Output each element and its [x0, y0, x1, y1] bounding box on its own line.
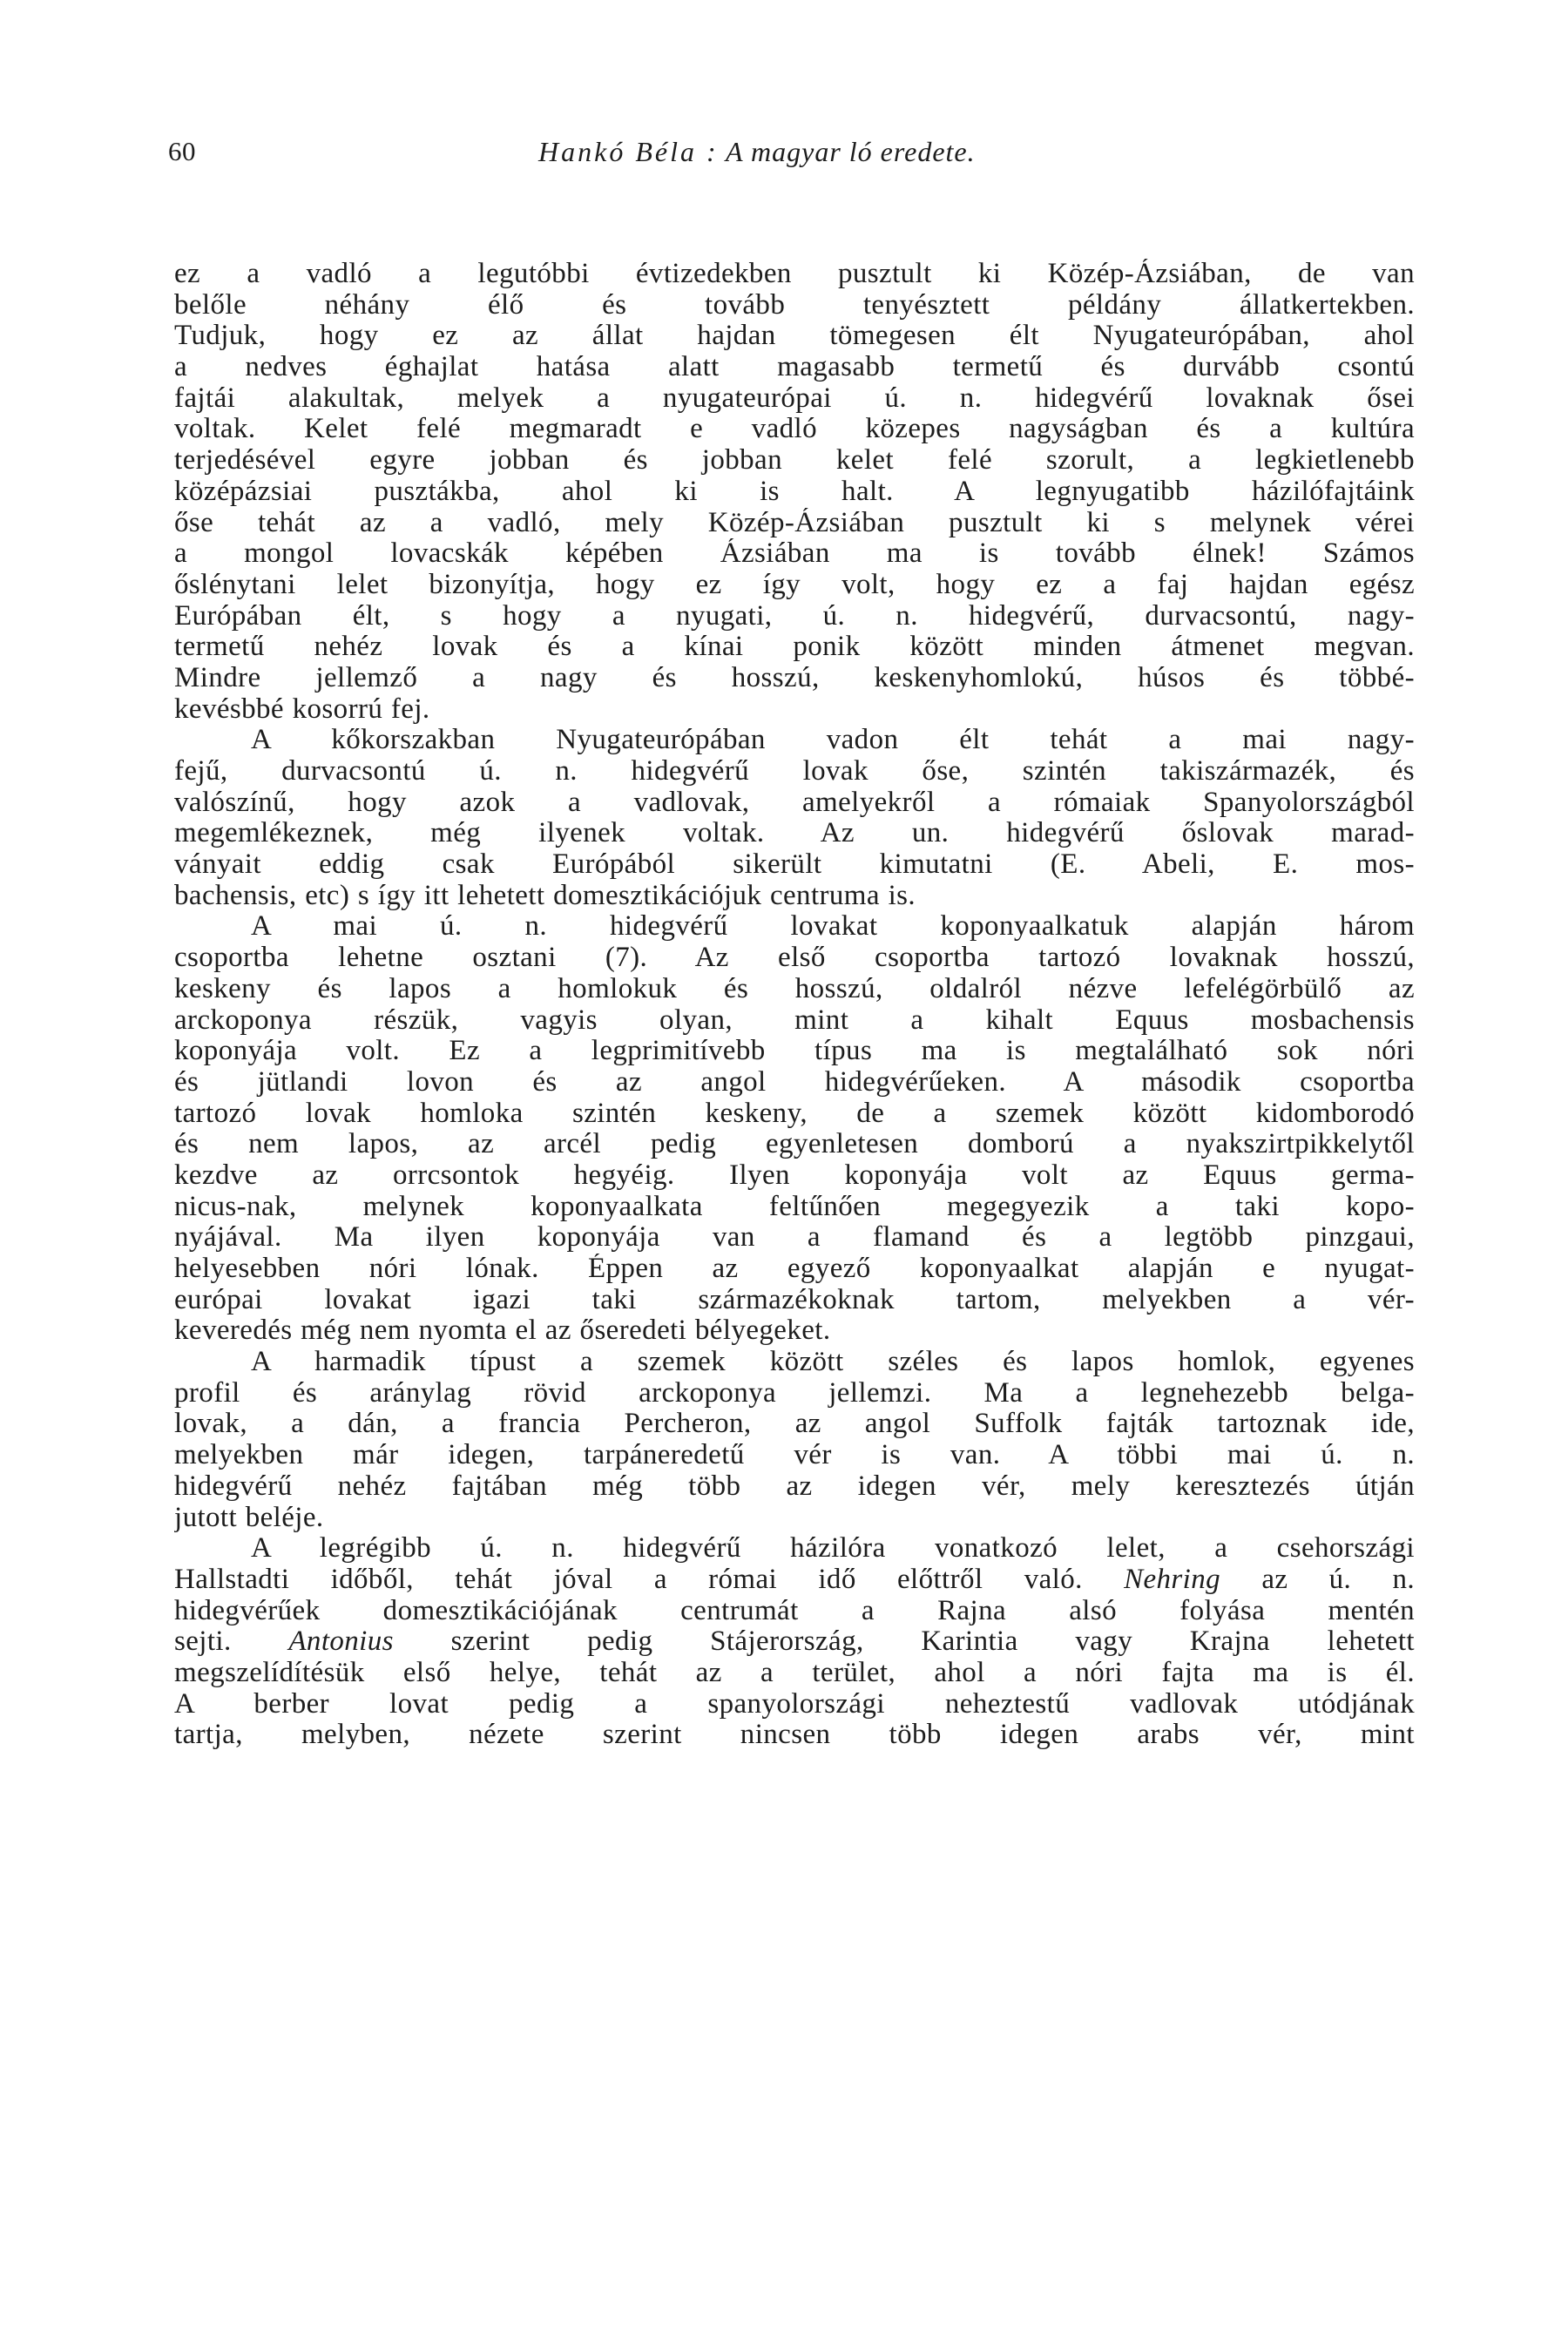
citation-name: Antonius [288, 1626, 394, 1658]
text-line: középázsiai pusztákba, ahol ki is halt. A legnyugatibb házilófajtáink [174, 476, 1415, 507]
text-line: tartja, melyben, nézete szerint nincsen több idegen arabs vér, mint [174, 1720, 1415, 1751]
text-line: terjedésével egyre jobban és jobban kelet felé szorult, a legkietlenebb [174, 445, 1415, 476]
page-header [168, 136, 1414, 174]
text-line: őse tehát az a vadló, mely Közép-Ázsiában pusztult ki s melynek vérei [174, 507, 1415, 538]
text-line: és nem lapos, az arcél pedig egyenletesen domború a nyakszirtpikkelytől [174, 1129, 1415, 1160]
text-line: Európában élt, s hogy a nyugati, ú. n. hidegvérű, durvacsontú, nagy- [174, 600, 1415, 632]
text-line: jutott beléje. [174, 1502, 324, 1533]
page-number: 60 [168, 136, 196, 166]
text-line-with-citation [174, 1565, 1415, 1596]
text-line-with-citation [174, 1626, 1415, 1658]
text-line: A mai ú. n. hidegvérű lovakat koponyaalkatuk alapján három [251, 911, 1415, 943]
text-line: voltak. Kelet felé megmaradt e vadló közepes nagyságban és a kultúra [174, 414, 1415, 445]
text-line: helyesebben nóri lónak. Éppen az egyező koponyaalkat alapján e nyugat- [174, 1254, 1415, 1284]
text-line: termetű nehéz lovak és a kínai ponik között minden átmenet megvan. [174, 632, 1415, 663]
text-line: keskeny és lapos a homlokuk és hosszú, oldalról nézve lefelégörbülő az [174, 973, 1415, 1004]
text-segment: az ú. n. [1261, 1564, 1415, 1595]
text-line: lovak, a dán, a francia Percheron, az angol Suffolk fajták tartoznak ide, [174, 1409, 1415, 1440]
text-line: profil és aránylag rövid arckoponya jellemzi. Ma a legnehezebb belga- [174, 1377, 1415, 1409]
text-line: Mindre jellemző a nagy és hosszú, keskenyhomlokú, húsos és többé- [174, 662, 1415, 693]
text-line: bachensis, etc) s így itt lehetett domesztikációjuk centruma is. [174, 880, 916, 911]
text-segment: szerint pedig Stájerország, Karintia vagy Krajna lehetett [450, 1626, 1415, 1658]
text-line: valószínű, hogy azok a vadlovak, amelyekről a rómaiak Spanyolországból [174, 787, 1415, 818]
text-segment: Hallstadti időből, tehát jóval a római idő előttről való. [174, 1564, 1083, 1595]
text-line: a mongol lovacskák képében Ázsiában ma is tovább élnek! Számos [174, 538, 1415, 570]
text-line: ez a vadló a legutóbbi évtizedekben pusztult ki Közép-Ázsiában, de van [174, 259, 1415, 289]
text-line: ványait eddig csak Európából sikerült kimutatni (E. Abeli, E. mos- [174, 849, 1415, 881]
citation-name: Nehring [1124, 1564, 1221, 1595]
text-line: A legrégibb ú. n. hidegvérű házilóra vonatkozó lelet, a csehországi [251, 1533, 1415, 1565]
running-title-author: Hankó Béla : [538, 136, 719, 167]
body-text [174, 259, 1415, 1751]
text-line: melyekben már idegen, tarpáneredetű vér is van. A többi mai ú. n. [174, 1440, 1415, 1471]
text-line: hidegvérűek domesztikációjának centrumát a Rajna alsó folyása mentén [174, 1595, 1415, 1626]
text-line: európai lovakat igazi taki származékoknak tartom, melyekben a vér- [174, 1284, 1415, 1315]
text-line: kevésbbé kosorrú fej. [174, 693, 430, 725]
text-segment: sejti. [174, 1626, 232, 1658]
text-line: fajtái alakultak, melyek a nyugateurópai ú. n. hidegvérű lovaknak ősei [174, 382, 1415, 414]
text-line: arckoponya részük, vagyis olyan, mint a kihalt Equus mosbachensis [174, 1004, 1415, 1036]
text-line: megemlékeznek, még ilyenek voltak. Az un. hidegvérű őslovak marad- [174, 818, 1415, 849]
text-line: hidegvérű nehéz fajtában még több az idegen vér, mely keresztezés útján [174, 1470, 1415, 1502]
running-title-rest: A magyar ló eredete. [726, 136, 976, 167]
text-line: kezdve az orrcsontok hegyéig. Ilyen koponyája volt az Equus germa- [174, 1159, 1415, 1191]
text-line: keveredés még nem nyomta el az őseredeti bélyegeket. [174, 1315, 831, 1347]
text-line: tartozó lovak homloka szintén keskeny, de a szemek között kidomborodó [174, 1098, 1415, 1129]
text-line: A kőkorszakban Nyugateurópában vadon élt tehát a mai nagy- [251, 725, 1415, 756]
text-line: megszelídítésük első helye, tehát az a terület, ahol a nóri fajta ma is él. [174, 1657, 1415, 1688]
running-title [538, 136, 976, 168]
text-line: fejű, durvacsontú ú. n. hidegvérű lovak őse, szintén takiszármazék, és [174, 756, 1415, 787]
text-line: A harmadik típust a szemek között széles és lapos homlok, egyenes [251, 1347, 1415, 1378]
text-line: csoportba lehetne osztani (7). Az első csoportba tartozó lovaknak hosszú, [174, 943, 1415, 974]
text-line: Tudjuk, hogy ez az állat hajdan tömegesen élt Nyugateurópában, ahol [174, 321, 1415, 352]
text-line: őslénytani lelet bizonyítja, hogy ez így volt, hogy ez a faj hajdan egész [174, 569, 1415, 600]
text-line: és jütlandi lovon és az angol hidegvérűeken. A második csoportba [174, 1066, 1415, 1098]
text-line: nicus-nak, melynek koponyaalkata feltűnően megegyezik a taki kopo- [174, 1191, 1415, 1222]
text-line: koponyája volt. Ez a legprimitívebb típus ma is megtalálható sok nóri [174, 1036, 1415, 1067]
text-line: nyájával. Ma ilyen koponyája van a flamand és a legtöbb pinzgaui, [174, 1222, 1415, 1254]
text-line: A berber lovat pedig a spanyolországi neheztestű vadlovak utódjának [174, 1688, 1415, 1720]
text-line: a nedves éghajlat hatása alatt magasabb termetű és durvább csontú [174, 352, 1415, 383]
text-line: belőle néhány élő és tovább tenyésztett példány állatkertekben. [174, 289, 1415, 321]
